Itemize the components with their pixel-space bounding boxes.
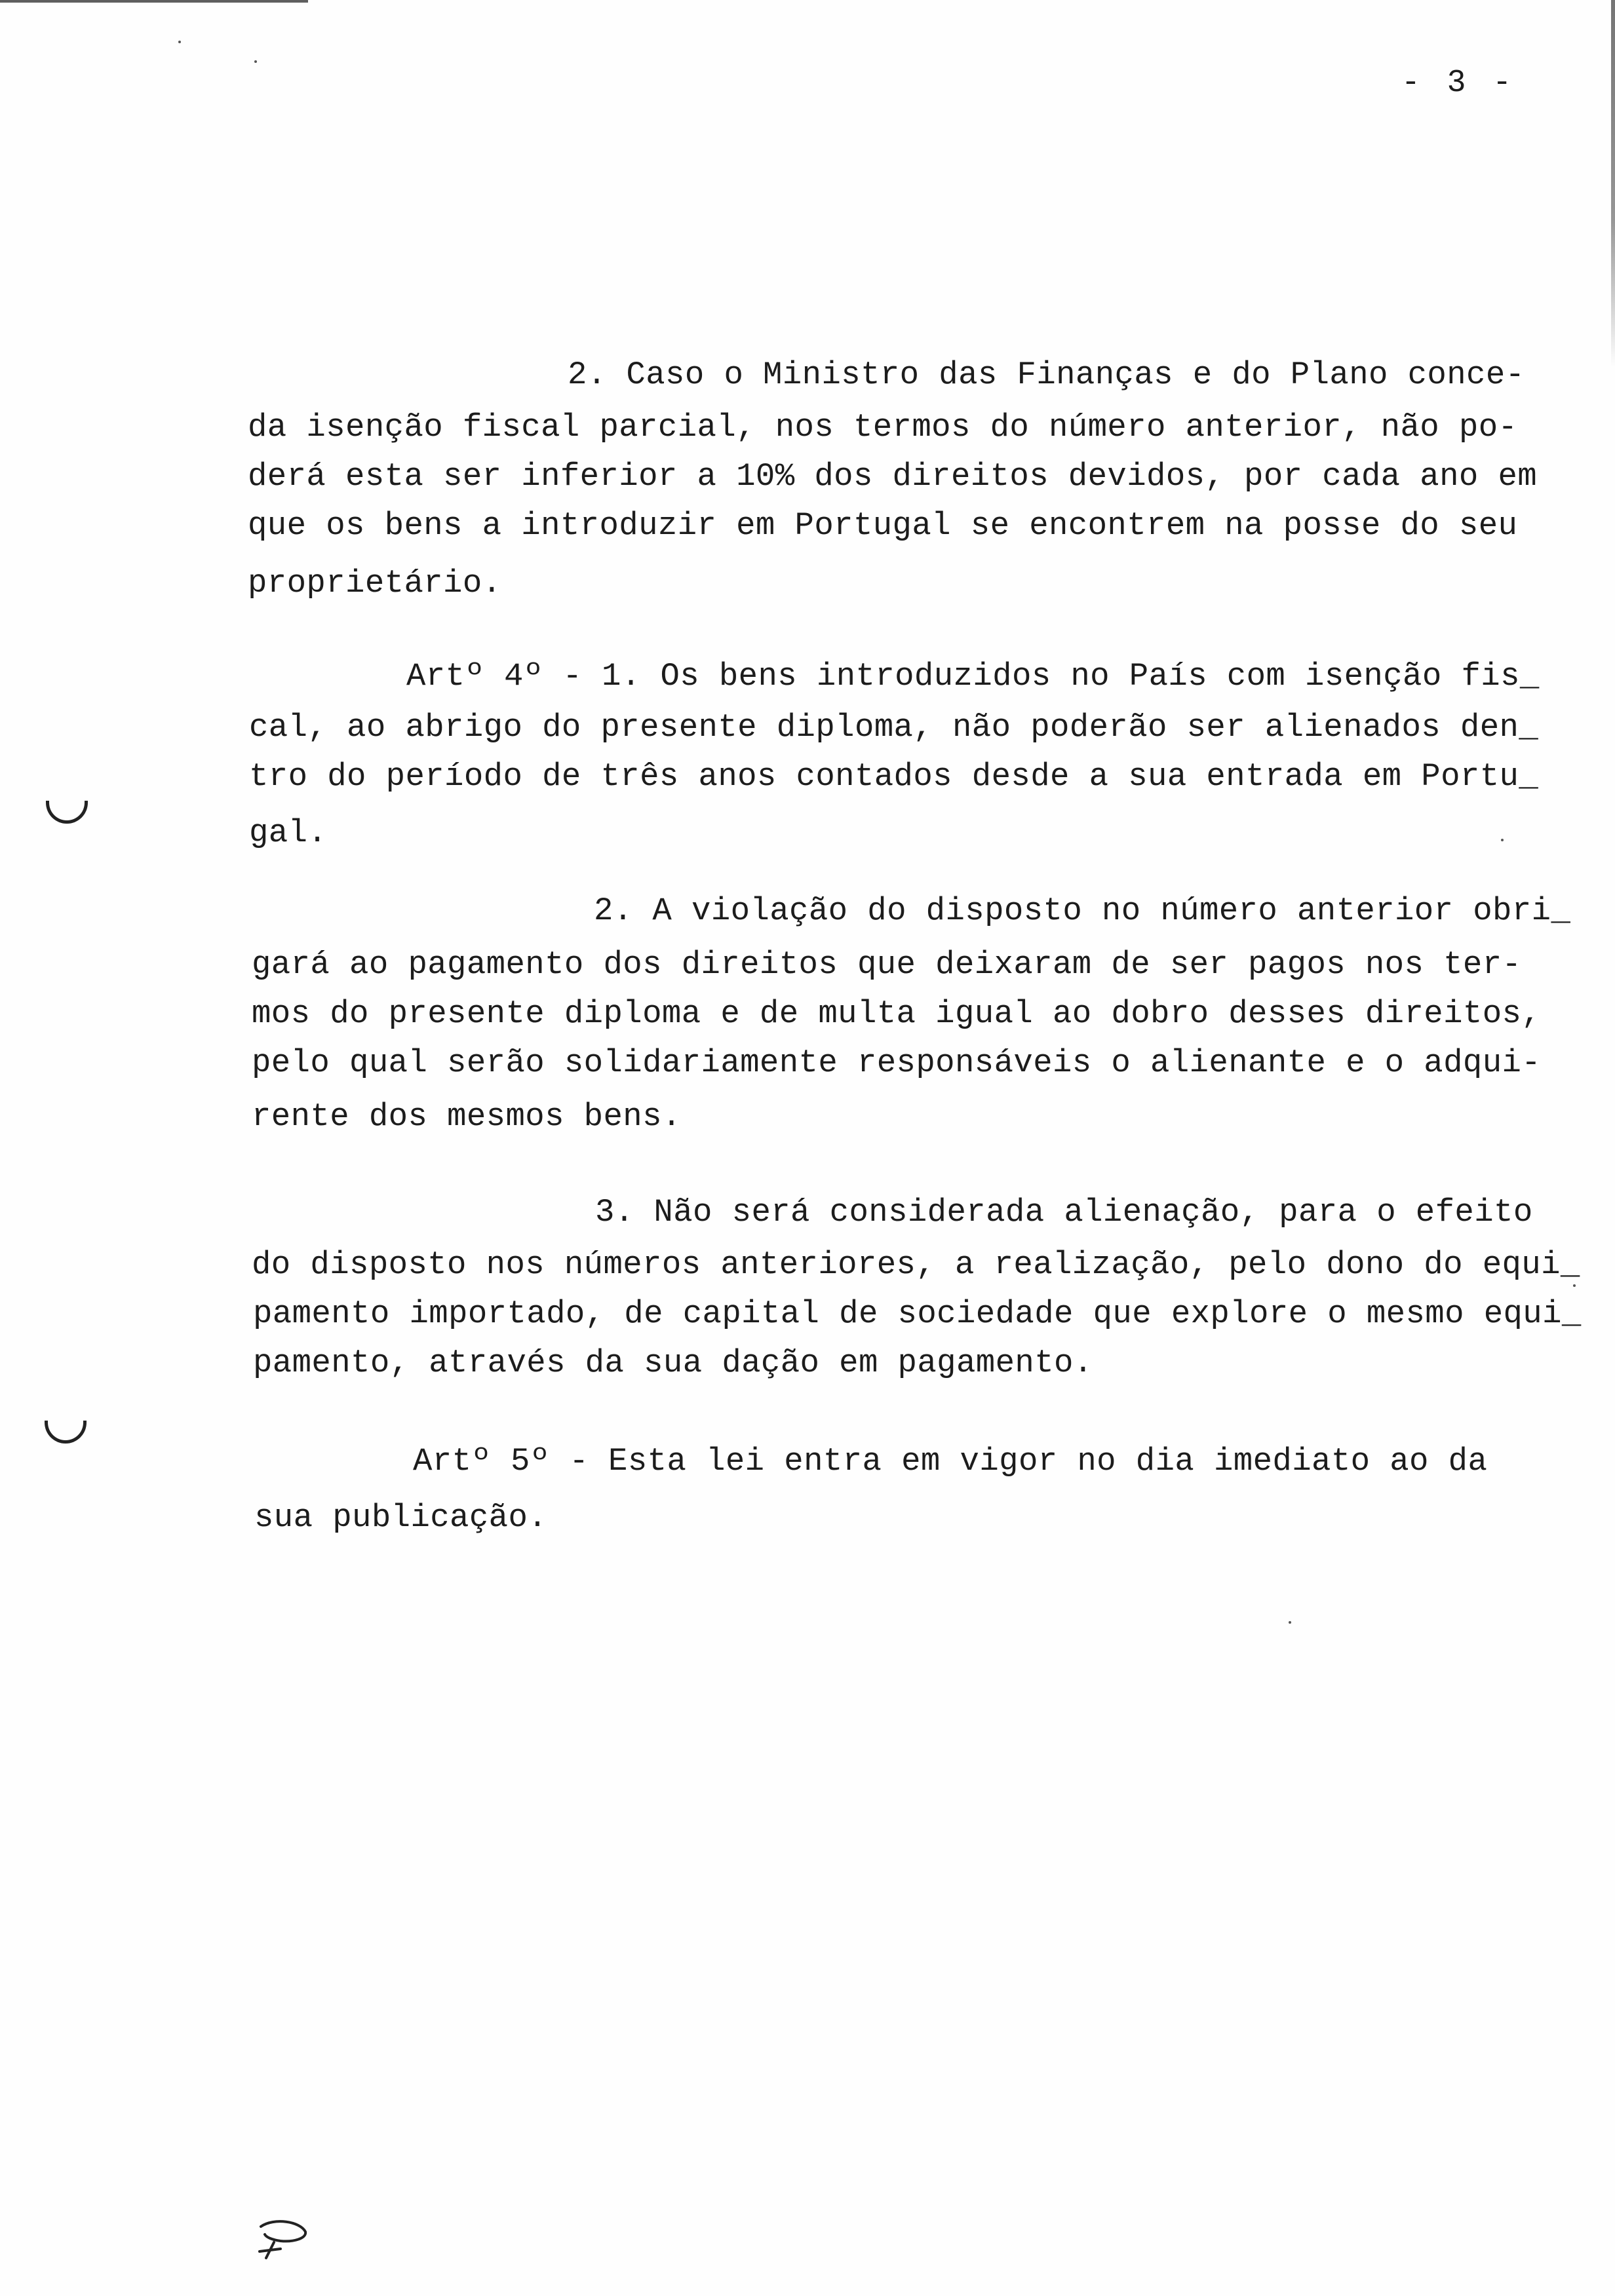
text-line: mos do presente diploma e de multa igual ao dobro desses direitos, bbox=[252, 995, 1542, 1032]
scan-speck bbox=[1573, 1284, 1576, 1287]
text-line: sua publicação. bbox=[254, 1499, 548, 1536]
punch-hole-mark bbox=[45, 1421, 87, 1444]
scan-speck bbox=[1501, 839, 1504, 841]
text-line: Artº 4º - 1. Os bens introduzidos no País com isenção fis_ bbox=[406, 658, 1540, 695]
text-line: gará ao pagamento dos direitos que deixaram de ser pagos nos ter- bbox=[252, 946, 1522, 983]
text-line: rente dos mesmos bens. bbox=[252, 1098, 682, 1135]
text-line: gal. bbox=[249, 814, 328, 851]
text-line: 2. A violação do disposto no número anterior obri_ bbox=[594, 892, 1571, 929]
page-number: - 3 - bbox=[1401, 66, 1516, 101]
text-line: Artº 5º - Esta lei entra em vigor no dia imediato ao da bbox=[413, 1443, 1488, 1480]
text-line: que os bens a introduzir em Portugal se encontrem na posse do seu bbox=[248, 507, 1518, 544]
text-line: da isenção fiscal parcial, nos termos do número anterior, não po- bbox=[248, 409, 1518, 446]
handwritten-initials-mark bbox=[254, 2215, 313, 2261]
scan-edge-shadow bbox=[1611, 0, 1615, 367]
scan-speck bbox=[1289, 1621, 1291, 1624]
text-line: 3. Não será considerada alienação, para o efeito bbox=[595, 1194, 1533, 1231]
text-line: 2. Caso o Ministro das Finanças e do Plano conce- bbox=[568, 356, 1525, 393]
text-line: proprietário. bbox=[248, 565, 502, 602]
text-line: tro do período de três anos contados desde a sua entrada em Portu_ bbox=[249, 758, 1539, 795]
text-line: do disposto nos números anteriores, a realização, pelo dono do equi_ bbox=[252, 1246, 1580, 1283]
text-line: derá esta ser inferior a 10% dos direitos devidos, por cada ano em bbox=[248, 458, 1538, 495]
scan-speck bbox=[254, 60, 257, 63]
scan-speck bbox=[178, 41, 181, 43]
text-line: cal, ao abrigo do presente diploma, não poderão ser alienados den_ bbox=[249, 709, 1539, 746]
text-line: pamento importado, de capital de sociedade que explore o mesmo equi_ bbox=[253, 1295, 1582, 1332]
text-line: pelo qual serão solidariamente responsáveis o alienante e o adqui- bbox=[252, 1044, 1542, 1081]
punch-hole-mark bbox=[46, 801, 88, 824]
top-edge-rule bbox=[0, 0, 308, 3]
text-line: pamento, através da sua dação em pagamento. bbox=[253, 1345, 1093, 1381]
